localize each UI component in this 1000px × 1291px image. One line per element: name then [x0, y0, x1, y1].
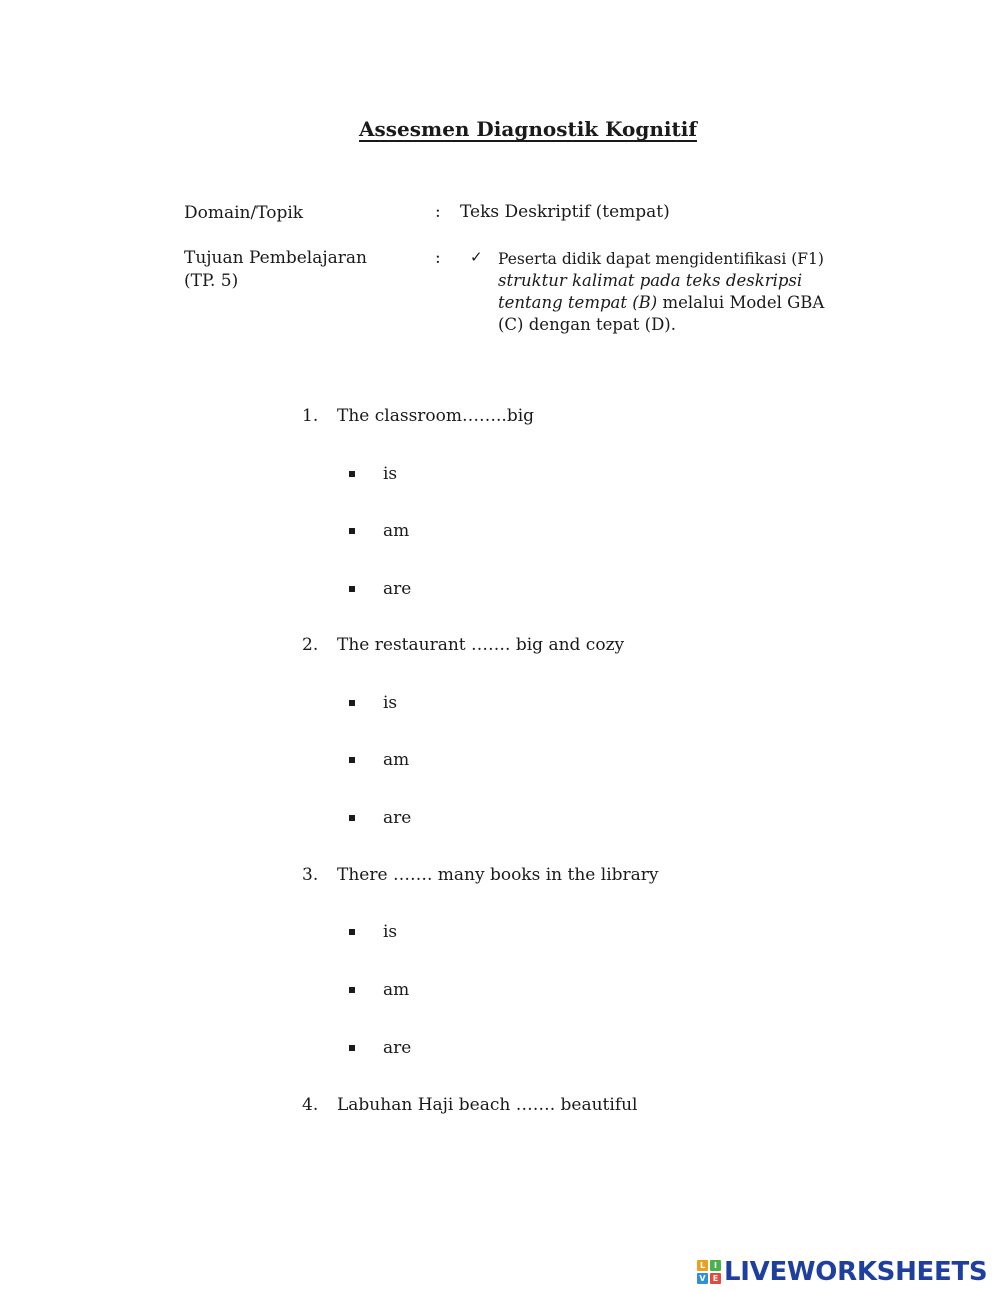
objective-line-4: (C) dengan tepat (D). — [498, 315, 676, 334]
objective-line-2-italic: struktur kalimat pada teks deskripsi — [498, 271, 803, 290]
option-text: are — [383, 808, 412, 828]
question-number: 4. — [302, 1095, 319, 1115]
tp-colon: : — [435, 248, 441, 268]
square-bullet-icon — [349, 757, 355, 763]
option-text: are — [383, 1038, 412, 1058]
question-number: 3. — [302, 865, 319, 885]
square-bullet-icon — [349, 471, 355, 477]
question-text: The restaurant ……. big and cozy — [337, 635, 625, 655]
objective-line-3-rest: melalui Model GBA — [657, 293, 825, 312]
square-bullet-icon — [349, 815, 355, 821]
domain-value: Teks Deskriptif (tempat) — [460, 202, 670, 222]
logo-tile-l: L — [697, 1260, 708, 1271]
option-text: am — [383, 980, 410, 1000]
tp-label — [184, 247, 367, 293]
option-text: am — [383, 521, 410, 541]
option-text: is — [383, 693, 398, 713]
domain-label: Domain/Topik — [184, 203, 304, 223]
tp-label-line2: (TP. 5) — [184, 271, 239, 291]
checkmark-icon: ✓ — [470, 248, 483, 266]
question-number: 1. — [302, 406, 319, 426]
square-bullet-icon — [349, 586, 355, 592]
logo-tile-v: V — [697, 1273, 708, 1284]
objective-line-3 — [498, 292, 888, 314]
question-text: Labuhan Haji beach ……. beautiful — [337, 1095, 638, 1115]
tp-label-line1: Tujuan Pembelajaran — [184, 248, 367, 268]
objective-line-3-italic: tentang tempat (B) — [498, 293, 658, 312]
option-text: am — [383, 750, 410, 770]
square-bullet-icon — [349, 929, 355, 935]
option-text: are — [383, 579, 412, 599]
domain-colon: : — [435, 202, 441, 222]
option-text: is — [383, 464, 398, 484]
question-text: There ……. many books in the library — [337, 865, 659, 885]
liveworksheets-logo-icon — [697, 1260, 721, 1284]
page-title: Assesmen Diagnostik Kognitif — [359, 117, 697, 141]
option-text: is — [383, 922, 398, 942]
question-number: 2. — [302, 635, 319, 655]
logo-tile-i: I — [710, 1260, 721, 1271]
objective-line-2 — [498, 270, 888, 292]
question-text: The classroom……..big — [337, 406, 535, 426]
logo-tile-e: E — [710, 1273, 721, 1284]
objective-line-1: Peserta didik dapat mengidentifikasi (F1) — [498, 250, 824, 268]
objective-text — [498, 248, 888, 336]
liveworksheets-watermark — [697, 1258, 987, 1286]
square-bullet-icon — [349, 1045, 355, 1051]
square-bullet-icon — [349, 987, 355, 993]
square-bullet-icon — [349, 700, 355, 706]
brand-name: LIVEWORKSHEETS — [724, 1257, 988, 1287]
square-bullet-icon — [349, 528, 355, 534]
